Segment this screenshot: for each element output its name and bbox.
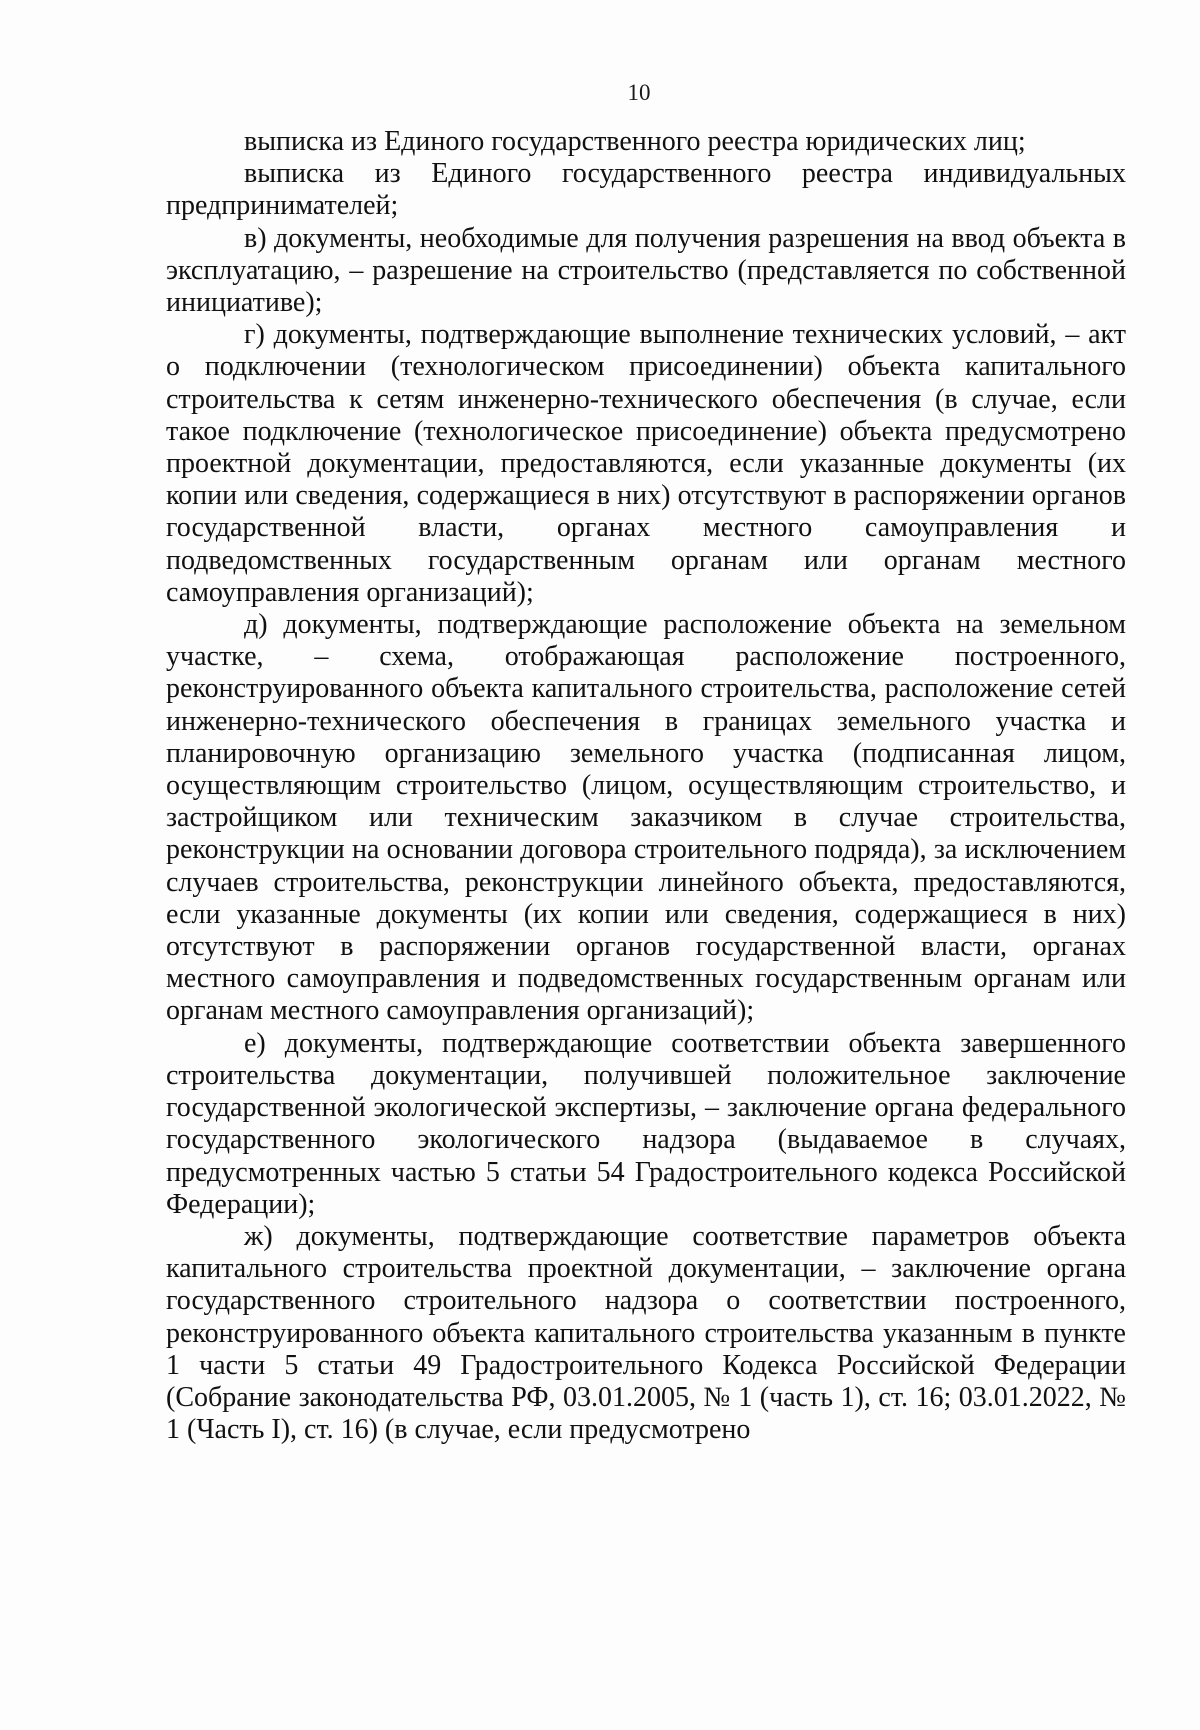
paragraph-item-zh: ж) документы, подтверждающие соответствие параметров объекта капитального строительства проектной документации, – заключение органа государственного строительного надзора о соответствии построенного, реконструированного объекта капитального строительства указанным в пункте 1 части 5 статьи 49 Градостроительного Кодекса Российской Федерации (Собрание законодательства РФ, 03.01.2005, № 1 (часть 1), ст. 16; 03.01.2022, № 1 (Часть I), ст. 16) (в случае, если предусмотрено <box>166 1220 1126 1446</box>
page-number: 10 <box>627 80 651 105</box>
document-body <box>166 126 1126 1446</box>
paragraph-egrip-extract: выписка из Единого государственного реестра индивидуальных предпринимателей; <box>166 158 1126 222</box>
paragraph-item-d: д) документы, подтверждающие расположение объекта на земельном участке, – схема, отображающая расположение построенного, реконструированного объекта капитального строительства, расположение сетей инженерно-технического обеспечения в границах земельного участка и планировочную организацию земельного участка (подписанная лицом, осуществляющим строительство (лицом, осуществляющим строительство, и застройщиком или техническим заказчиком в случае строительства, реконструкции на основании договора строительного подряда), за исключением случаев строительства, реконструкции линейного объекта, предоставляются, если указанные документы (их копии или сведения, содержащиеся в них) отсутствуют в распоряжении органов государственной власти, органах местного самоуправления и подведомственных государственным органам или органам местного самоуправления организаций); <box>166 609 1126 1027</box>
paragraph-item-e: е) документы, подтверждающие соответствии объекта завершенного строительства документации, получившей положительное заключение государственной экологической экспертизы, – заключение органа федерального государственного экологического надзора (выдаваемое в случаях, предусмотренных частью 5 статьи 54 Градостроительного кодекса Российской Федерации); <box>166 1027 1126 1220</box>
paragraph-item-g: г) документы, подтверждающие выполнение технических условий, – акт о подключении (технологическом присоединении) объекта капитального строительства к сетям инженерно-технического обеспечения (в случае, если такое подключение (технологическое присоединение) объекта предусмотрено проектной документации, предоставляются, если указанные документы (их копии или сведения, содержащиеся в них) отсутствуют в распоряжении органов государственной власти, органах местного самоуправления и подведомственных государственным органам или органам местного самоуправления организаций); <box>166 319 1126 608</box>
paragraph-egrul-extract: выписка из Единого государственного реестра юридических лиц; <box>244 126 1026 157</box>
paragraph-item-v: в) документы, необходимые для получения разрешения на ввод объекта в эксплуатацию, – разрешение на строительство (представляется по собственной инициативе); <box>166 222 1126 319</box>
